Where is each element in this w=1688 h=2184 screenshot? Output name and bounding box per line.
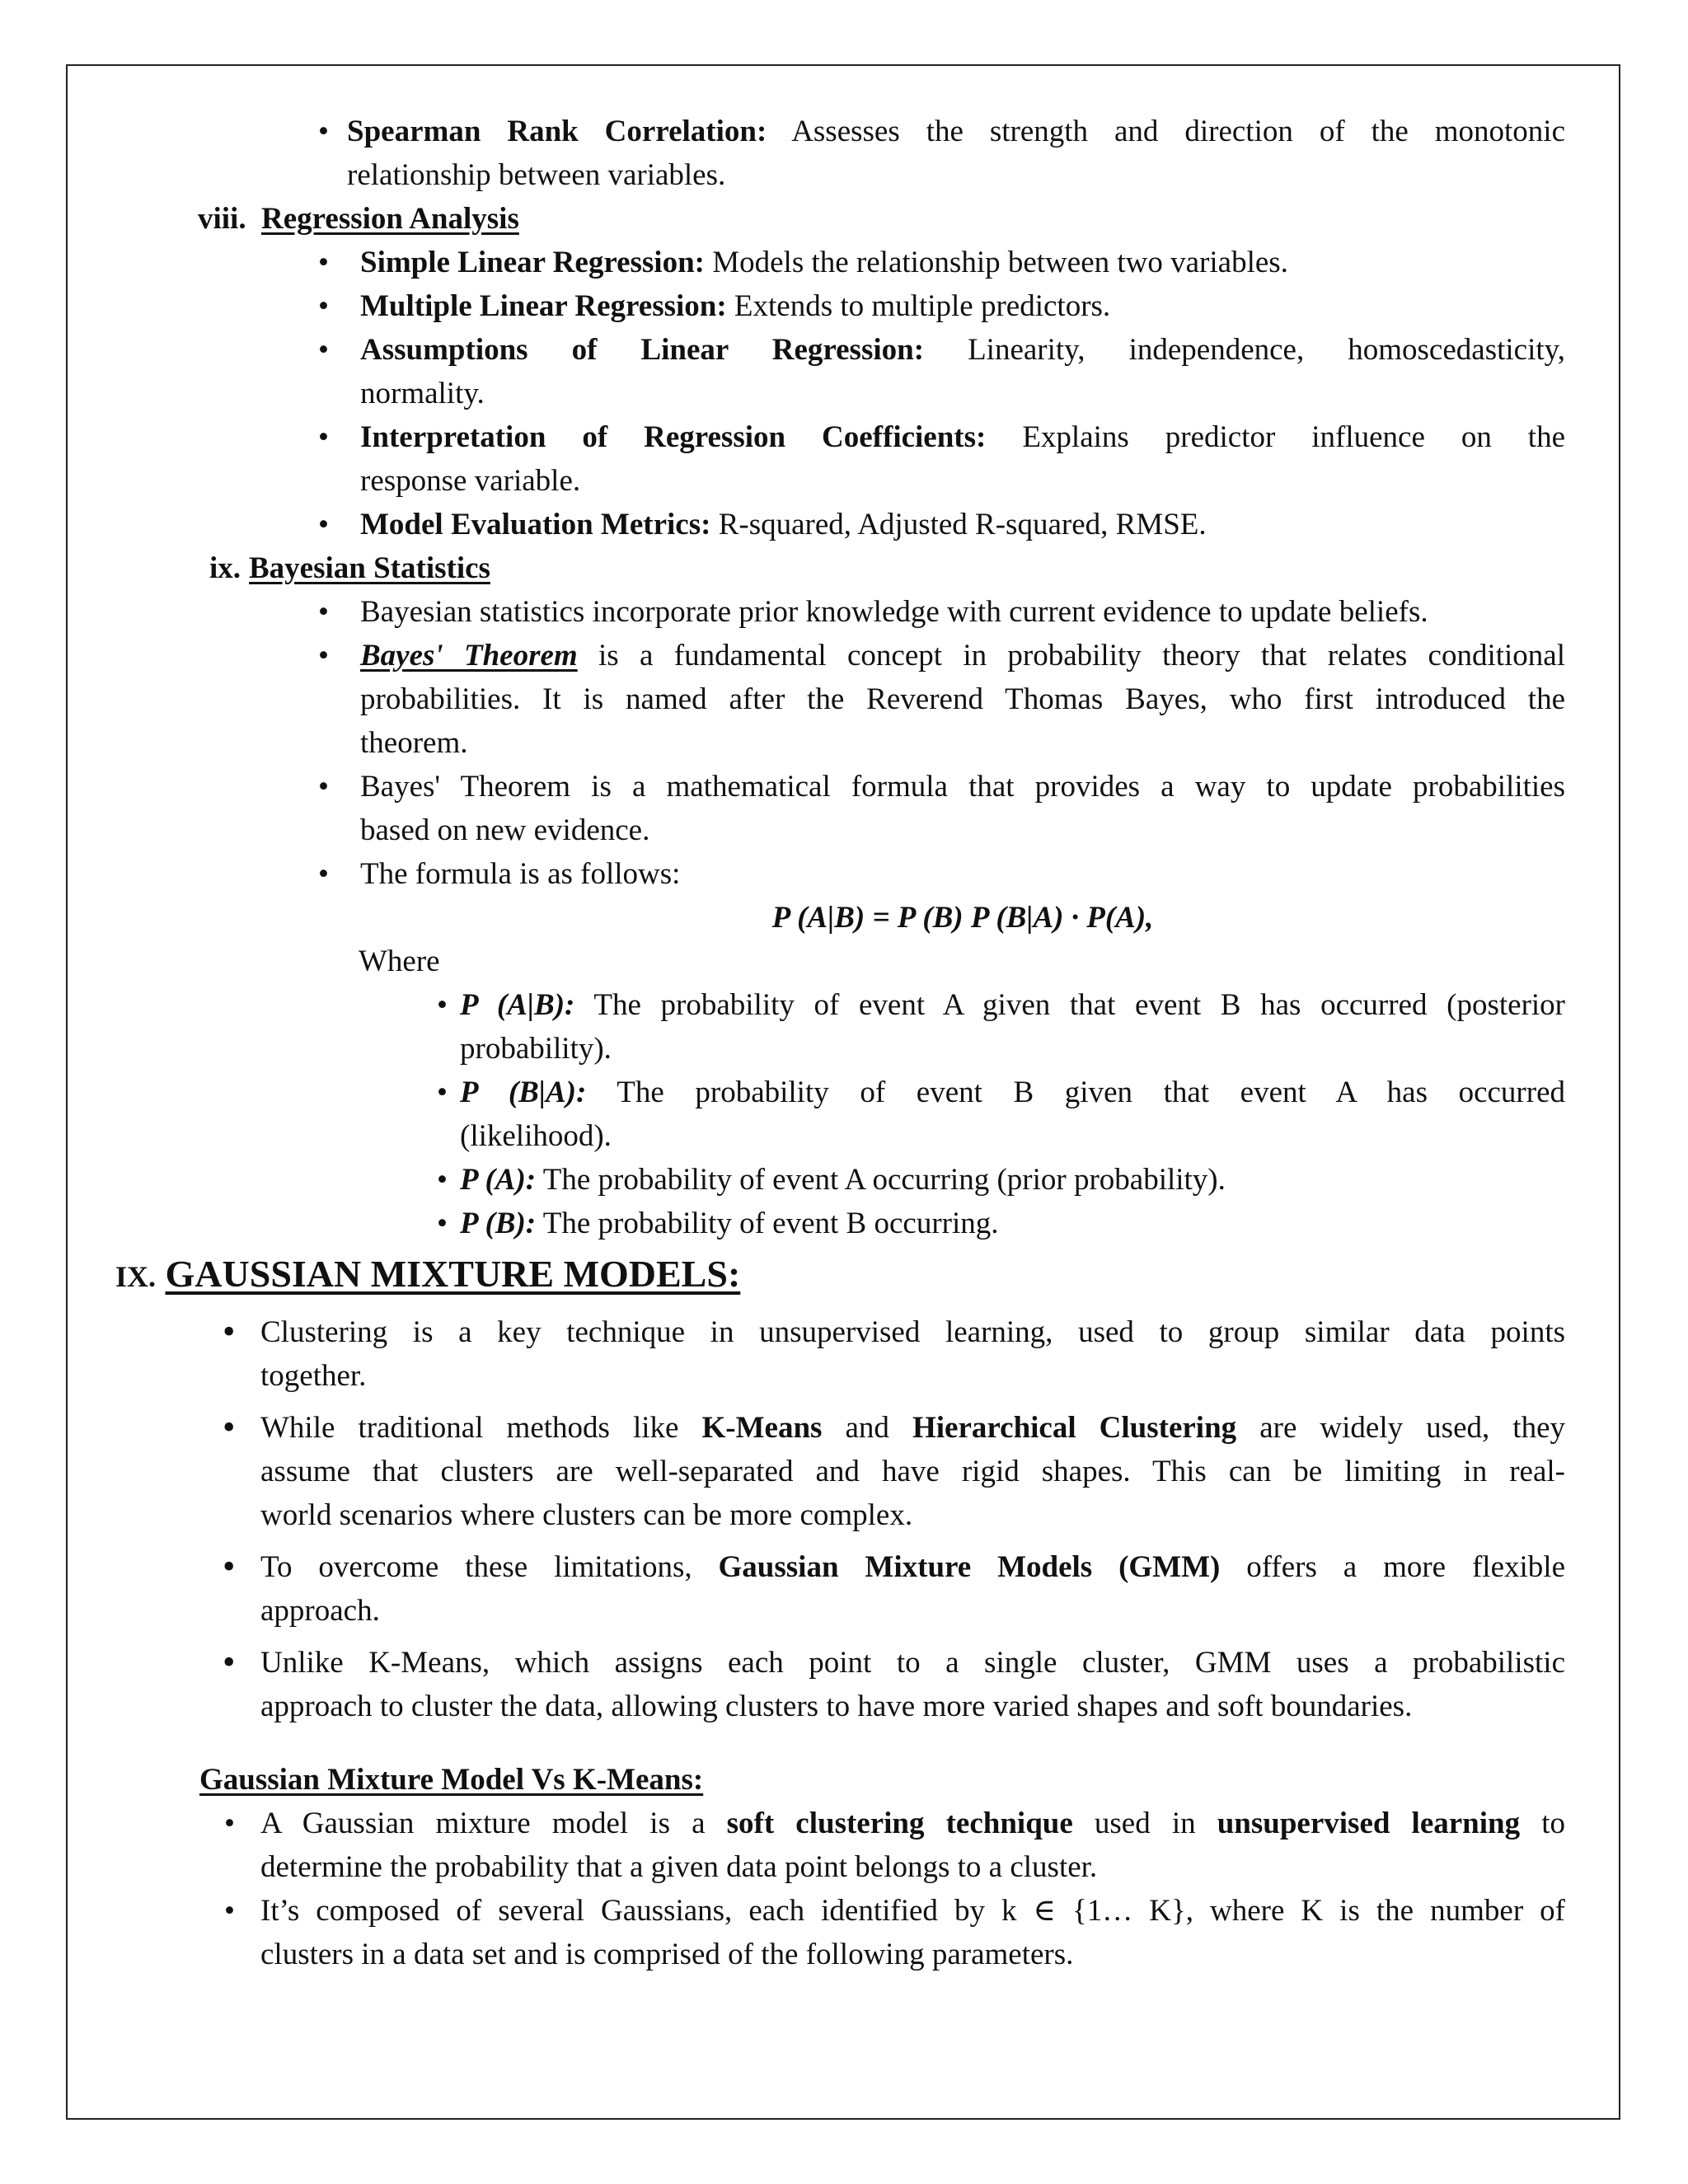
text: A Gaussian mixture model is a — [260, 1807, 706, 1840]
list-item: Unlike K-Means, which assigns each point to a single cluster, GMM uses a probabilistic — [260, 1646, 1565, 1680]
text: is a fundamental concept in probability theory that relates conditional — [598, 639, 1566, 673]
bullet: • — [223, 1311, 236, 1352]
text: To overcome these limitations, — [260, 1550, 692, 1584]
bullet: • — [223, 1407, 236, 1447]
section-number: viii. — [198, 202, 246, 236]
term: Multiple Linear Regression: — [360, 289, 727, 323]
list-item — [360, 634, 1565, 677]
list-item — [360, 241, 1288, 284]
bullet: • — [223, 1546, 236, 1586]
list-item-cont: determine the probability that a given data point belongs to a cluster. — [260, 1850, 1098, 1884]
bullet: • — [318, 420, 329, 454]
term: Simple Linear Regression: — [360, 246, 705, 279]
bullet: • — [318, 770, 329, 804]
chapter-title: GAUSSIAN MIXTURE MODELS: — [165, 1253, 741, 1295]
list-item — [260, 1545, 1565, 1589]
section-number: ix. — [209, 551, 241, 585]
text: The probability of event B given that event A has occurred — [617, 1076, 1565, 1109]
text: Explains predictor influence on the — [1022, 420, 1565, 454]
text: Extends to multiple predictors. — [734, 289, 1111, 323]
list-item: The formula is as follows: — [360, 857, 681, 891]
text: R-squared, Adjusted R-squared, RMSE. — [718, 508, 1207, 541]
list-item-cont: based on new evidence. — [360, 813, 650, 847]
chapter-heading — [115, 1249, 740, 1301]
list-item: Clustering is a key technique in unsupervised learning, used to group similar data points — [260, 1315, 1565, 1349]
list-item — [460, 1071, 1565, 1114]
list-item-cont: clusters in a data set and is comprised of the following parameters. — [260, 1938, 1074, 1971]
text: offers a more flexible — [1246, 1550, 1565, 1584]
text: used in — [1094, 1807, 1196, 1840]
term: Gaussian Mixture Models (GMM) — [718, 1550, 1221, 1584]
text: Linearity, independence, homoscedasticity, — [968, 333, 1565, 367]
list-item — [360, 415, 1565, 459]
bullet: • — [437, 1207, 448, 1240]
term: P (A): — [460, 1163, 537, 1197]
bullet: • — [318, 595, 329, 629]
text: Assesses the strength and direction of the monotonic — [791, 115, 1565, 148]
text: Models the relationship between two variables. — [712, 246, 1288, 279]
term: Interpretation of Regression Coefficients: — [360, 420, 987, 454]
list-item-cont: assume that clusters are well-separated and have rigid shapes. This can be limiting in real- — [260, 1455, 1565, 1488]
bullet: • — [437, 1163, 448, 1197]
text: While traditional methods like — [260, 1411, 679, 1445]
formula: P (A|B) = P (B) P (B|A) · P(A), — [771, 901, 1154, 935]
list-item-cont: together. — [260, 1359, 367, 1393]
list-item: Bayes' Theorem is a mathematical formula that provides a way to update probabilities — [360, 770, 1565, 804]
text: are widely used, they — [1259, 1411, 1565, 1445]
bullet: • — [224, 1807, 235, 1840]
chapter-number: IX. — [115, 1260, 157, 1293]
term: Assumptions of Linear Regression: — [360, 333, 925, 367]
term: Model Evaluation Metrics: — [360, 508, 711, 541]
spearman-line-2: relationship between variables. — [347, 158, 726, 192]
bullet: • — [318, 857, 329, 891]
list-item-cont: theorem. — [360, 726, 468, 760]
term: Bayes' Theorem — [360, 639, 578, 673]
bullet: • — [223, 1642, 236, 1682]
bullet: • — [437, 988, 448, 1022]
text: and — [845, 1411, 889, 1445]
list-item — [360, 284, 1110, 328]
subsection-title: Gaussian Mixture Model Vs K-Means: — [199, 1763, 704, 1797]
bullet: • — [318, 115, 329, 148]
list-item — [260, 1802, 1565, 1845]
term: K-Means — [701, 1411, 823, 1445]
list-item-cont: world scenarios where clusters can be more complex. — [260, 1498, 913, 1532]
bullet: • — [318, 639, 329, 673]
list-item: It’s composed of several Gaussians, each identified by k ∈ {1… K}, where K is the number of — [260, 1894, 1565, 1928]
term: P (B|A): — [460, 1076, 587, 1109]
list-item — [360, 328, 1565, 372]
list-item — [460, 983, 1565, 1027]
text: to — [1541, 1807, 1566, 1840]
term: unsupervised learning — [1217, 1807, 1521, 1840]
term: P (B): — [460, 1207, 537, 1240]
term: Hierarchical Clustering — [912, 1411, 1237, 1445]
bullet: • — [437, 1076, 448, 1109]
bullet: • — [318, 508, 329, 541]
list-item-cont: response variable. — [360, 464, 581, 498]
term: Spearman Rank Correlation: — [347, 115, 767, 148]
bullet: • — [224, 1894, 235, 1928]
list-item-cont: probabilities. It is named after the Reverend Thomas Bayes, who first introduced the — [360, 682, 1565, 716]
list-item — [260, 1406, 1565, 1450]
bullet: • — [318, 246, 329, 279]
section-title: Regression Analysis — [261, 202, 519, 236]
list-item — [460, 1158, 1226, 1202]
list-item-cont: (likelihood). — [460, 1119, 612, 1153]
list-item — [460, 1202, 999, 1245]
text: The probability of event B occurring. — [542, 1207, 999, 1240]
term: soft clustering technique — [726, 1807, 1073, 1840]
list-item-cont: approach. — [260, 1594, 380, 1628]
text: The probability of event A given that event B has occurred (posterior — [593, 988, 1565, 1022]
section-title: Bayesian Statistics — [249, 551, 490, 585]
list-item: Bayesian statistics incorporate prior knowledge with current evidence to update beliefs. — [360, 595, 1428, 629]
bullet: • — [318, 289, 329, 323]
term: P (A|B): — [460, 988, 575, 1022]
where-label: Where — [359, 944, 440, 978]
text: The probability of event A occurring (prior probability). — [542, 1163, 1226, 1197]
spearman-line-1 — [347, 110, 1565, 153]
list-item — [360, 503, 1207, 546]
list-item-cont: normality. — [360, 377, 485, 410]
list-item-cont: probability). — [460, 1032, 612, 1066]
bullet: • — [318, 333, 329, 367]
list-item-cont: approach to cluster the data, allowing clusters to have more varied shapes and soft boundaries. — [260, 1690, 1413, 1723]
